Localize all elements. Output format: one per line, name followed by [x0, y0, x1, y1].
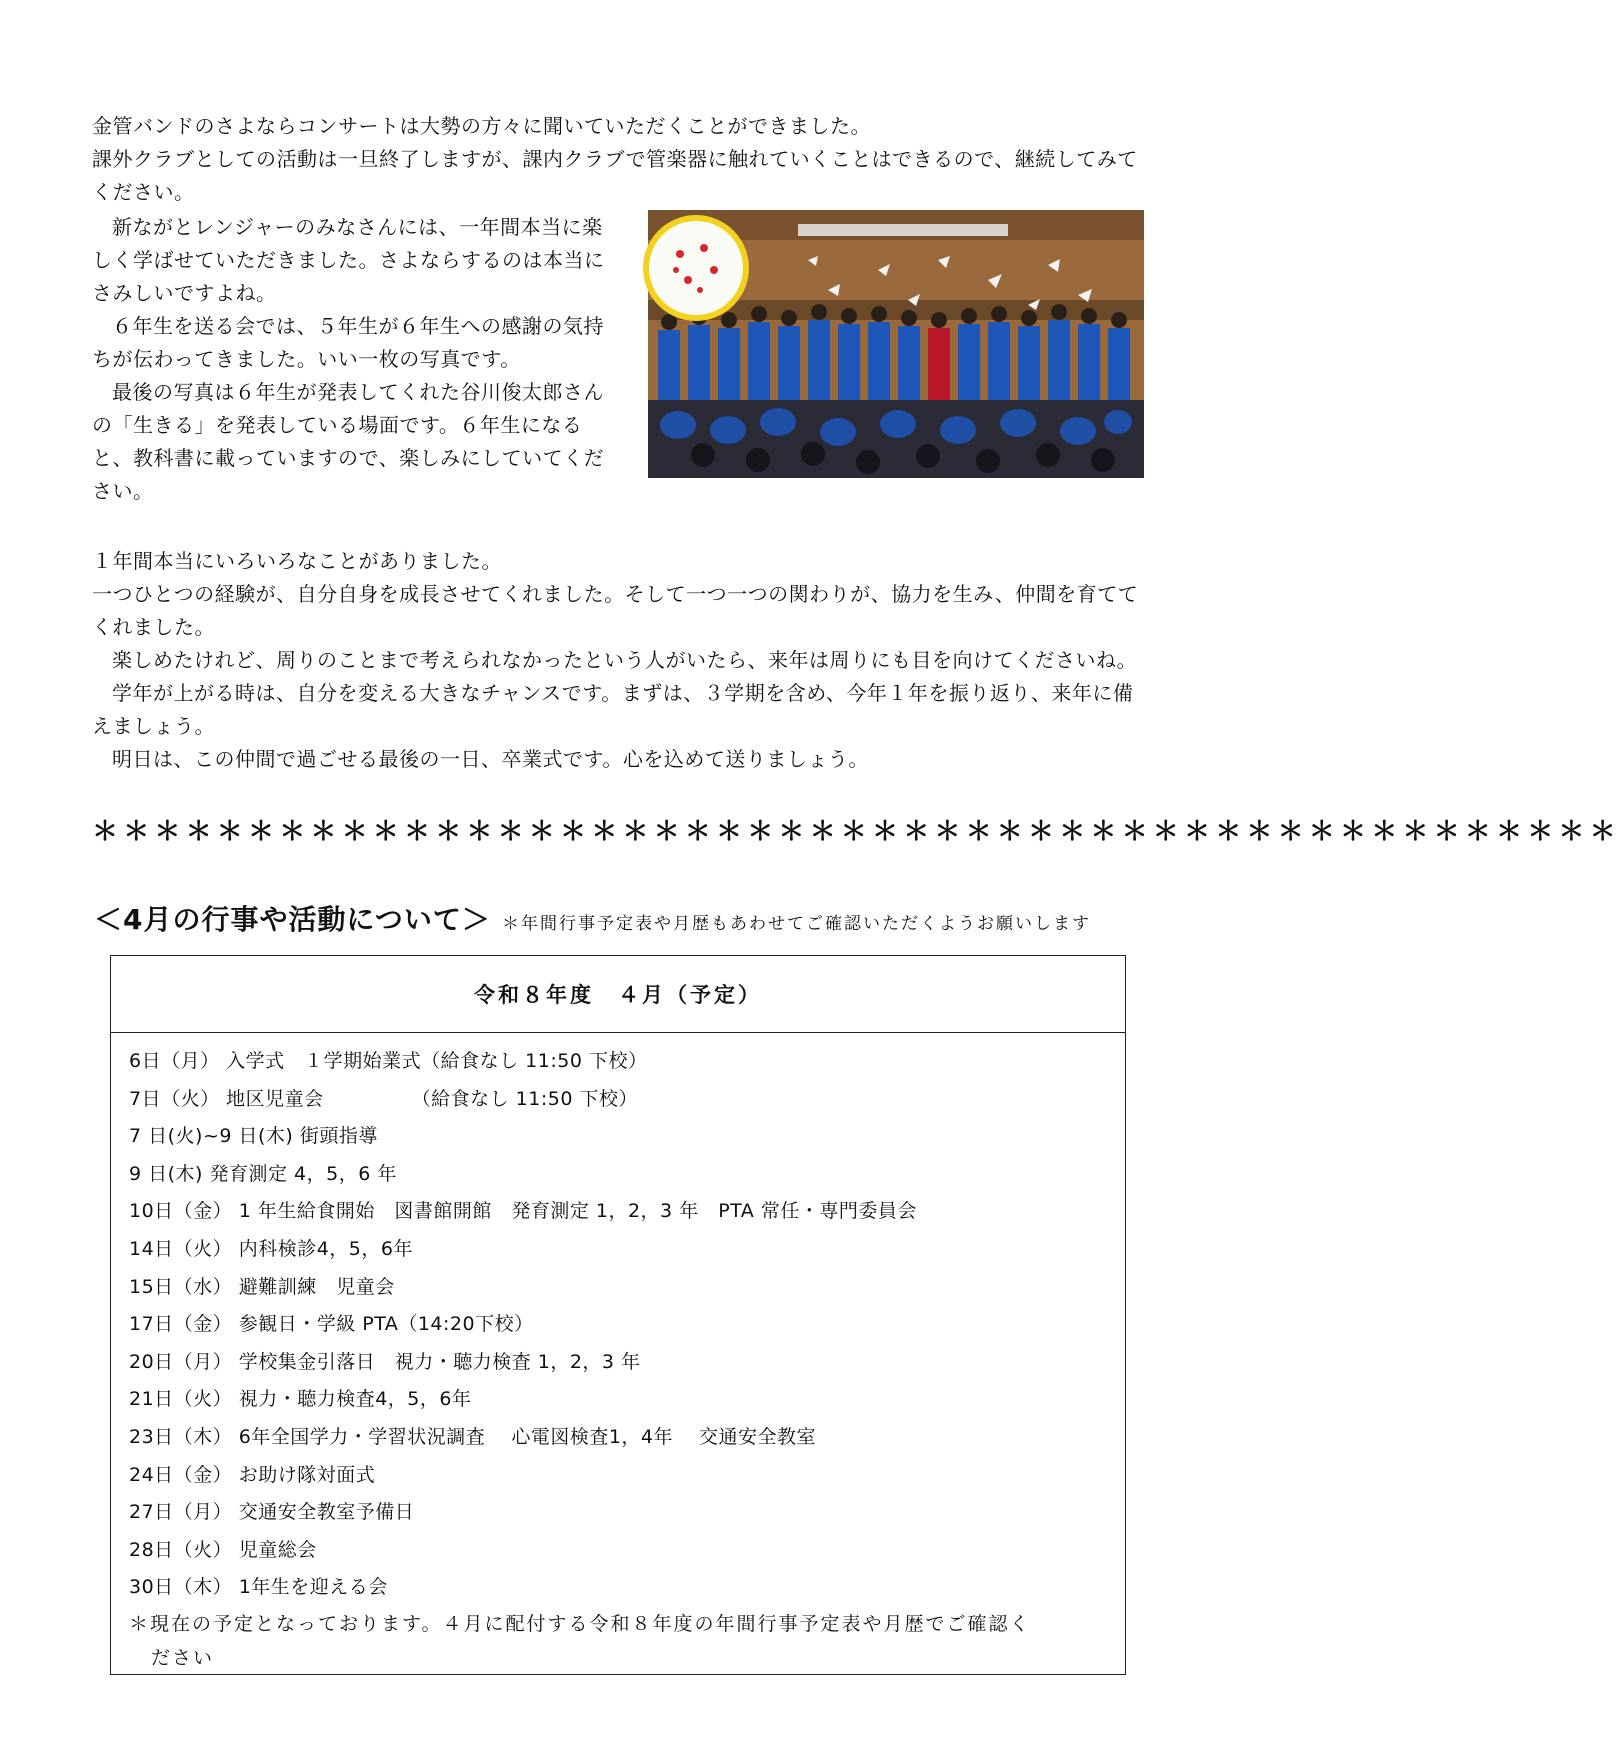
- schedule-item: 6日（月） 入学式 １学期始業式（給食なし 11:50 下校）: [129, 1050, 648, 1072]
- farewell-event-photo: [648, 210, 1144, 478]
- asterisk-separator: ＊＊＊＊＊＊＊＊＊＊＊＊＊＊＊＊＊＊＊＊＊＊＊＊＊＊＊＊＊＊＊＊＊＊＊＊＊＊＊＊＊＊＊＊＊＊＊＊＊: [92, 817, 1621, 847]
- ranger-paragraphs: [92, 211, 622, 508]
- closing-paragraphs: [92, 545, 1152, 776]
- schedule-item: 7 日(火)~9 日(木) 街頭指導: [129, 1125, 378, 1148]
- april-schedule-box: [110, 955, 1126, 1675]
- closing-line: 明日は、この仲間で過ごせる最後の一日、卒業式です。心を込めて送りましょう。: [112, 747, 869, 771]
- april-section-header: [94, 898, 1174, 938]
- schedule-item: 14日（火） 内科検診4，5，6年: [129, 1237, 413, 1260]
- schedule-note-line: ＊現在の予定となっております。４月に配付する令和８年度の年間行事予定表や月歴でご確認く: [129, 1612, 1031, 1635]
- schedule-item: 9 日(木) 発育測定 4，5，6 年: [129, 1162, 397, 1185]
- intro-paragraph: [92, 110, 1152, 209]
- schedule-item: 7日（火） 地区児童会 （給食なし 11:50 下校）: [129, 1087, 638, 1110]
- ranger-line: ６年生を送る会では、５年生が６年生への感謝の気持ちが伝わってきました。いい一枚の写真です。: [92, 314, 604, 371]
- schedule-item: 24日（金） お助け隊対面式: [129, 1463, 376, 1486]
- schedule-item: 21日（火） 視力・聴力検査4，5，6年: [129, 1388, 472, 1411]
- schedule-note: [111, 1607, 1125, 1675]
- closing-line: 学年が上がる時は、自分を変える大きなチャンスです。まずは、３学期を含め、今年１年を振り返り、来年に備えましょう。: [92, 681, 1134, 738]
- closing-line: 一つひとつの経験が、自分自身を成長させてくれました。そして一つ一つの関わりが、協力を生み、仲間を育ててくれました。: [92, 582, 1139, 639]
- ranger-line: 最後の写真は６年生が発表してくれた谷川俊太郎さんの「生きる」を発表している場面です。６年生になると、教科書に載っていますので、楽しみにしていてください。: [92, 380, 605, 503]
- schedule-item: 23日（木） 6年全国学力・学習状況調査 心電図検査1，4年 交通安全教室: [129, 1425, 817, 1448]
- closing-line: 楽しめたけれど、周りのことまで考えられなかったという人がいたら、来年は周りにも目を向けてくださいね。: [112, 648, 1137, 672]
- section-title: ＜4月の行事や活動について＞: [94, 903, 491, 936]
- schedule-item: 28日（火） 児童総会: [129, 1538, 317, 1561]
- ranger-line: 新ながとレンジャーのみなさんには、一年間本当に楽しく学ばせていただきました。さよならするのは本当にさみしいですよね。: [92, 215, 605, 305]
- schedule-item: 27日（月） 交通安全教室予備日: [129, 1501, 415, 1524]
- schedule-heading: 令和８年度 ４月（予定）: [111, 956, 1125, 1033]
- schedule-note-line: ださい: [151, 1646, 215, 1669]
- schedule-list: [111, 1033, 1125, 1607]
- intro-line: 課外クラブとしての活動は一旦終了しますが、課内クラブで管楽器に触れていくことはできるので、継続してみてください。: [92, 147, 1138, 204]
- schedule-item: 15日（水） 避難訓練 児童会: [129, 1275, 395, 1298]
- schedule-item: 10日（金） 1 年生給食開始 図書館開館 発育測定 1，2，3 年 PTA 常任・専門委員会: [129, 1200, 917, 1223]
- section-note: ＊年間行事予定表や月歴もあわせてご確認いただくようお願いします: [502, 914, 1092, 934]
- schedule-item: 30日（木） 1年生を迎える会: [129, 1576, 388, 1599]
- schedule-item: 20日（月） 学校集金引落日 視力・聴力検査 1，2，3 年: [129, 1350, 641, 1373]
- closing-line: １年間本当にいろいろなことがありました。: [92, 549, 502, 573]
- schedule-item: 17日（金） 参観日・学級 PTA（14:20下校）: [129, 1313, 534, 1336]
- intro-line: 金管バンドのさよならコンサートは大勢の方々に聞いていただくことができました。: [92, 114, 871, 138]
